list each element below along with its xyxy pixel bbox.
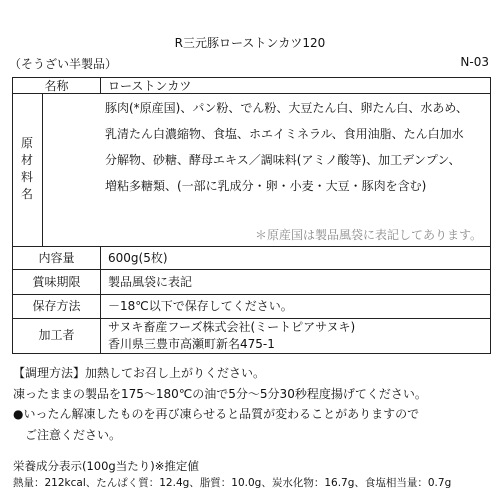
product-code: N-03 <box>460 55 489 69</box>
ingredients-line: 分解物、砂糖、酵母エキス／調味料(アミノ酸等)、加工デンプン、 <box>105 153 461 167</box>
name-label: 名称 <box>44 79 69 93</box>
processor-address: 香川県三豊市高瀬町新名475-1 <box>108 337 275 351</box>
table-divider <box>12 93 491 94</box>
processor-name: サヌキ畜産フーズ株式会社(ミートピアサヌキ) <box>108 320 356 334</box>
caution-line: ご注意ください。 <box>13 428 122 442</box>
ingredients-label: 原材料名 <box>20 136 33 201</box>
table-divider <box>12 294 491 295</box>
product-subtitle: （そうざい半製品） <box>9 57 118 71</box>
storage-label: 保存方法 <box>32 299 81 313</box>
nutrition-values: 熱量：212kcal、たんぱく質：12.4g、脂質：10.0g、炭水化物：16.7g、食塩相当量：0.7g <box>13 477 452 489</box>
table-divider <box>42 93 43 246</box>
table-divider <box>12 318 491 319</box>
storage-value: －18℃以下で保存してください。 <box>108 299 293 313</box>
content-value: 600g(5枚) <box>108 251 168 265</box>
caution-line: ●いったん解凍したものを再び凍らせると品質が変わることがありますので <box>13 407 420 421</box>
product-title: R三元豚ローストンカツ120 <box>174 36 326 50</box>
content-label: 内容量 <box>38 251 75 265</box>
table-divider <box>100 77 101 93</box>
table-divider <box>12 246 491 247</box>
cooking-instruction-line: 【調理方法】加熱してお召し上がりください。 <box>13 366 266 380</box>
ingredients-line: 豚肉(*原産国)、パン粉、でん粉、大豆たん白、卵たん白、水あめ、 <box>105 101 468 115</box>
nutrition-title: 栄養成分表示(100g当たり)※推定値 <box>13 459 199 473</box>
table-divider <box>12 269 491 270</box>
processor-label: 加工者 <box>38 328 75 342</box>
name-value: ローストンカツ <box>108 79 192 93</box>
cooking-instruction-line: 凍ったままの製品を175～180℃の油で5分～5分30秒程度揚げてください。 <box>13 387 427 401</box>
origin-note: ＊原産国は製品風袋に表記してあります。 <box>254 228 482 242</box>
ingredients-line: 乳清たん白濃縮物、食塩、ホエイミネラル、食用油脂、たん白加水 <box>105 127 464 141</box>
table-divider <box>100 246 101 354</box>
ingredients-line: 増粘多糖類、(一部に乳成分・卵・小麦・大豆・豚肉を含む) <box>105 179 427 193</box>
expiry-label: 賞味期限 <box>32 275 81 289</box>
expiry-value: 製品風袋に表記 <box>108 275 193 289</box>
